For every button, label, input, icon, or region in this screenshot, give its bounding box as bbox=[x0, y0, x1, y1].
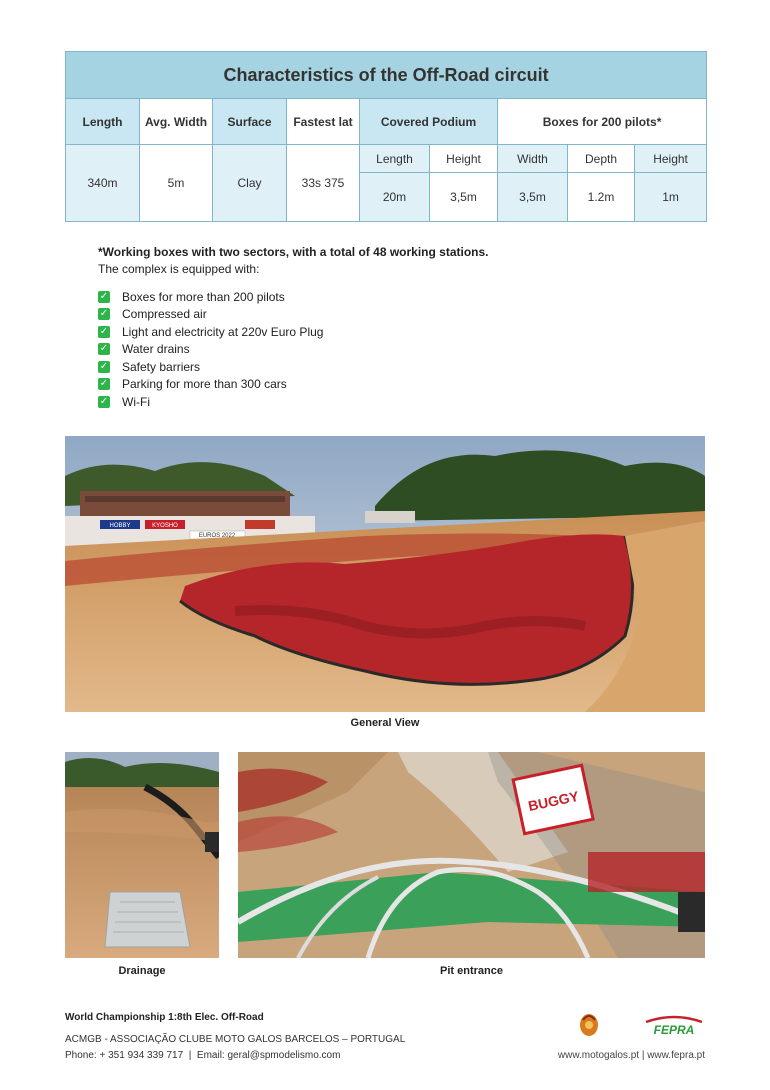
list-item: ✓ Light and electricity at 220v Euro Plug bbox=[99, 324, 324, 339]
check-icon: ✓ bbox=[99, 290, 109, 302]
footer-contact: Phone: + 351 934 339 717 | Email: geral@spmodelismo.com bbox=[65, 1050, 341, 1061]
svg-text:BUGGY: BUGGY bbox=[526, 787, 581, 815]
subheader-podium-height: Height bbox=[430, 145, 498, 173]
svg-text:EUROS 2022: EUROS 2022 bbox=[198, 533, 236, 539]
fepra-logo bbox=[642, 1014, 706, 1038]
value-fastest-lap: 33s 375 bbox=[287, 145, 360, 222]
check-icon: ✓ bbox=[99, 343, 109, 355]
working-boxes-note: *Working boxes with two sectors, with a total of 48 working stations. bbox=[98, 245, 489, 259]
subheader-boxes-height: Height bbox=[635, 145, 707, 173]
email-link[interactable]: geral@spmodelismo.com bbox=[227, 1050, 341, 1061]
value-boxes-depth: 1.2m bbox=[568, 173, 635, 222]
value-boxes-width: 3,5m bbox=[498, 173, 568, 222]
check-icon: ✓ bbox=[99, 325, 109, 337]
check-icon: ✓ bbox=[99, 308, 109, 320]
svg-text:KYOSHO: KYOSHO bbox=[152, 523, 178, 529]
footer-event: World Championship 1:8th Elec. Off-Road bbox=[65, 1012, 264, 1023]
footer-club: ACMGB - ASSOCIAÇÃO CLUBE MOTO GALOS BARCELOS – PORTUGAL bbox=[65, 1034, 406, 1045]
moto-galos-logo bbox=[578, 1010, 600, 1038]
header-surface: Surface bbox=[213, 99, 287, 145]
drainage-caption: Drainage bbox=[118, 965, 166, 977]
value-length: 340m bbox=[66, 145, 140, 222]
value-podium-height: 3,5m bbox=[430, 173, 498, 222]
list-item: ✓ Compressed air bbox=[99, 307, 207, 322]
check-icon: ✓ bbox=[99, 360, 109, 372]
list-item: ✓ Safety barriers bbox=[99, 359, 201, 374]
equipped-intro: The complex is equipped with: bbox=[98, 262, 260, 276]
list-item: ✓ Boxes for more than 200 pilots bbox=[99, 289, 285, 304]
value-boxes-height: 1m bbox=[635, 173, 707, 222]
header-avg-width: Avg. Width bbox=[140, 99, 213, 145]
drain-grate bbox=[105, 892, 190, 947]
notes-section bbox=[98, 245, 698, 411]
svg-text:HOBBY: HOBBY bbox=[109, 523, 131, 529]
check-icon: ✓ bbox=[99, 395, 109, 407]
value-podium-length: 20m bbox=[360, 173, 430, 222]
svg-text:FEPRA: FEPRA bbox=[653, 1023, 695, 1037]
list-item: ✓ Parking for more than 300 cars bbox=[99, 377, 287, 392]
list-item: ✓ Wi-Fi bbox=[99, 394, 150, 409]
value-surface: Clay bbox=[213, 145, 287, 222]
subheader-boxes-width: Width bbox=[498, 145, 568, 173]
pit-entrance-caption: Pit entrance bbox=[440, 965, 503, 977]
header-fastest-lap: Fastest lat bbox=[287, 99, 360, 145]
table-title: Characteristics of the Off-Road circuit bbox=[66, 52, 707, 99]
header-length: Length bbox=[66, 99, 140, 145]
general-view-photo bbox=[65, 436, 705, 712]
subheader-boxes-depth: Depth bbox=[568, 145, 635, 173]
circuit-characteristics-table bbox=[65, 51, 707, 222]
phone-number[interactable]: + 351 934 339 717 bbox=[99, 1050, 184, 1061]
header-covered-podium: Covered Podium bbox=[360, 99, 498, 145]
footer-websites[interactable]: www.motogalos.pt | www.fepra.pt bbox=[557, 1050, 705, 1061]
general-view-caption: General View bbox=[350, 717, 420, 729]
value-avg-width: 5m bbox=[140, 145, 213, 222]
drainage-photo bbox=[65, 752, 219, 958]
equipment-list bbox=[98, 288, 698, 411]
header-boxes: Boxes for 200 pilots* bbox=[498, 99, 707, 145]
check-icon: ✓ bbox=[99, 378, 109, 390]
list-item: ✓ Water drains bbox=[99, 342, 190, 357]
pit-entrance-photo bbox=[238, 752, 705, 958]
subheader-podium-length: Length bbox=[360, 145, 430, 173]
